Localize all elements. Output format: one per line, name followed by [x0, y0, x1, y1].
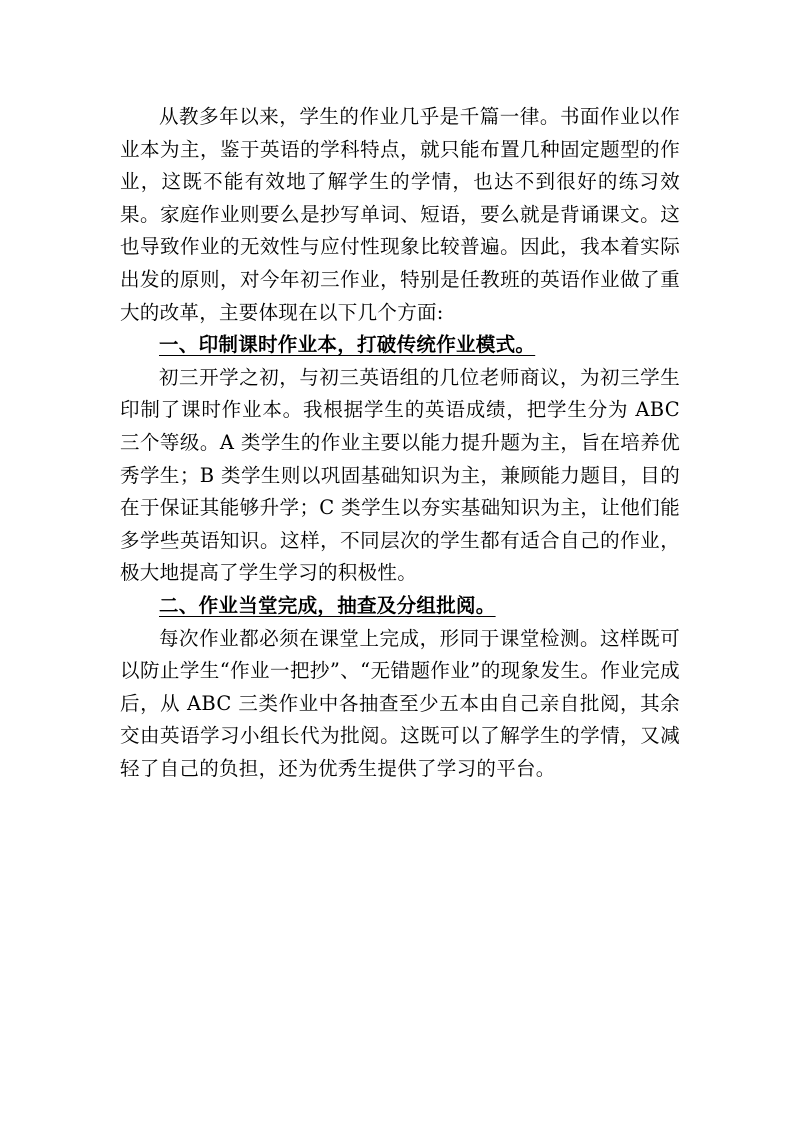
section-2-heading-text: 二、作业当堂完成，抽查及分组批阅。: [159, 593, 496, 617]
section-1-heading: [120, 329, 680, 362]
section-1-heading-text: 一、印制课时作业本，打破传统作业模式。: [159, 333, 536, 357]
section-1-paragraph: 初三开学之初，与初三英语组的几位老师商议，为初三学生印制了课时作业本。我根据学生的英语成绩，把学生分为 ABC 三个等级。A 类学生的作业主要以能力提升题为主，旨在培养优秀学生；B 类学生则以巩固基础知识为主，兼顾能力题目，目的在于保证其能够升学；C 类学生以夯实基础知识为主，让他们能多学些英语知识。这样，不同层次的学生都有适合自己的作业，极大地提高了学生学习的积极性。: [120, 365, 680, 585]
section-2-paragraph: 每次作业都必须在课堂上完成，形同于课堂检测。这样既可以防止学生“作业一把抄”、“无错题作业”的现象发生。作业完成后，从 ABC 三类作业中各抽查至少五本由自己亲自批阅，其余交由英语学习小组长代为批阅。这既可以了解学生的学情，又减轻了自己的负担，还为优秀生提供了学习的平台。: [120, 626, 680, 780]
document-page: [120, 101, 680, 785]
section-2-heading: [120, 590, 680, 623]
intro-paragraph: 从教多年以来，学生的作业几乎是千篇一律。书面作业以作业本为主，鉴于英语的学科特点，就只能布置几种固定题型的作业，这既不能有效地了解学生的学情，也达不到很好的练习效果。家庭作业则要么是抄写单词、短语，要么就是背诵课文。这也导致作业的无效性与应付性现象比较普遍。因此，我本着实际出发的原则，对今年初三作业，特别是任教班的英语作业做了重大的改革，主要体现在以下几个方面:: [120, 105, 680, 324]
